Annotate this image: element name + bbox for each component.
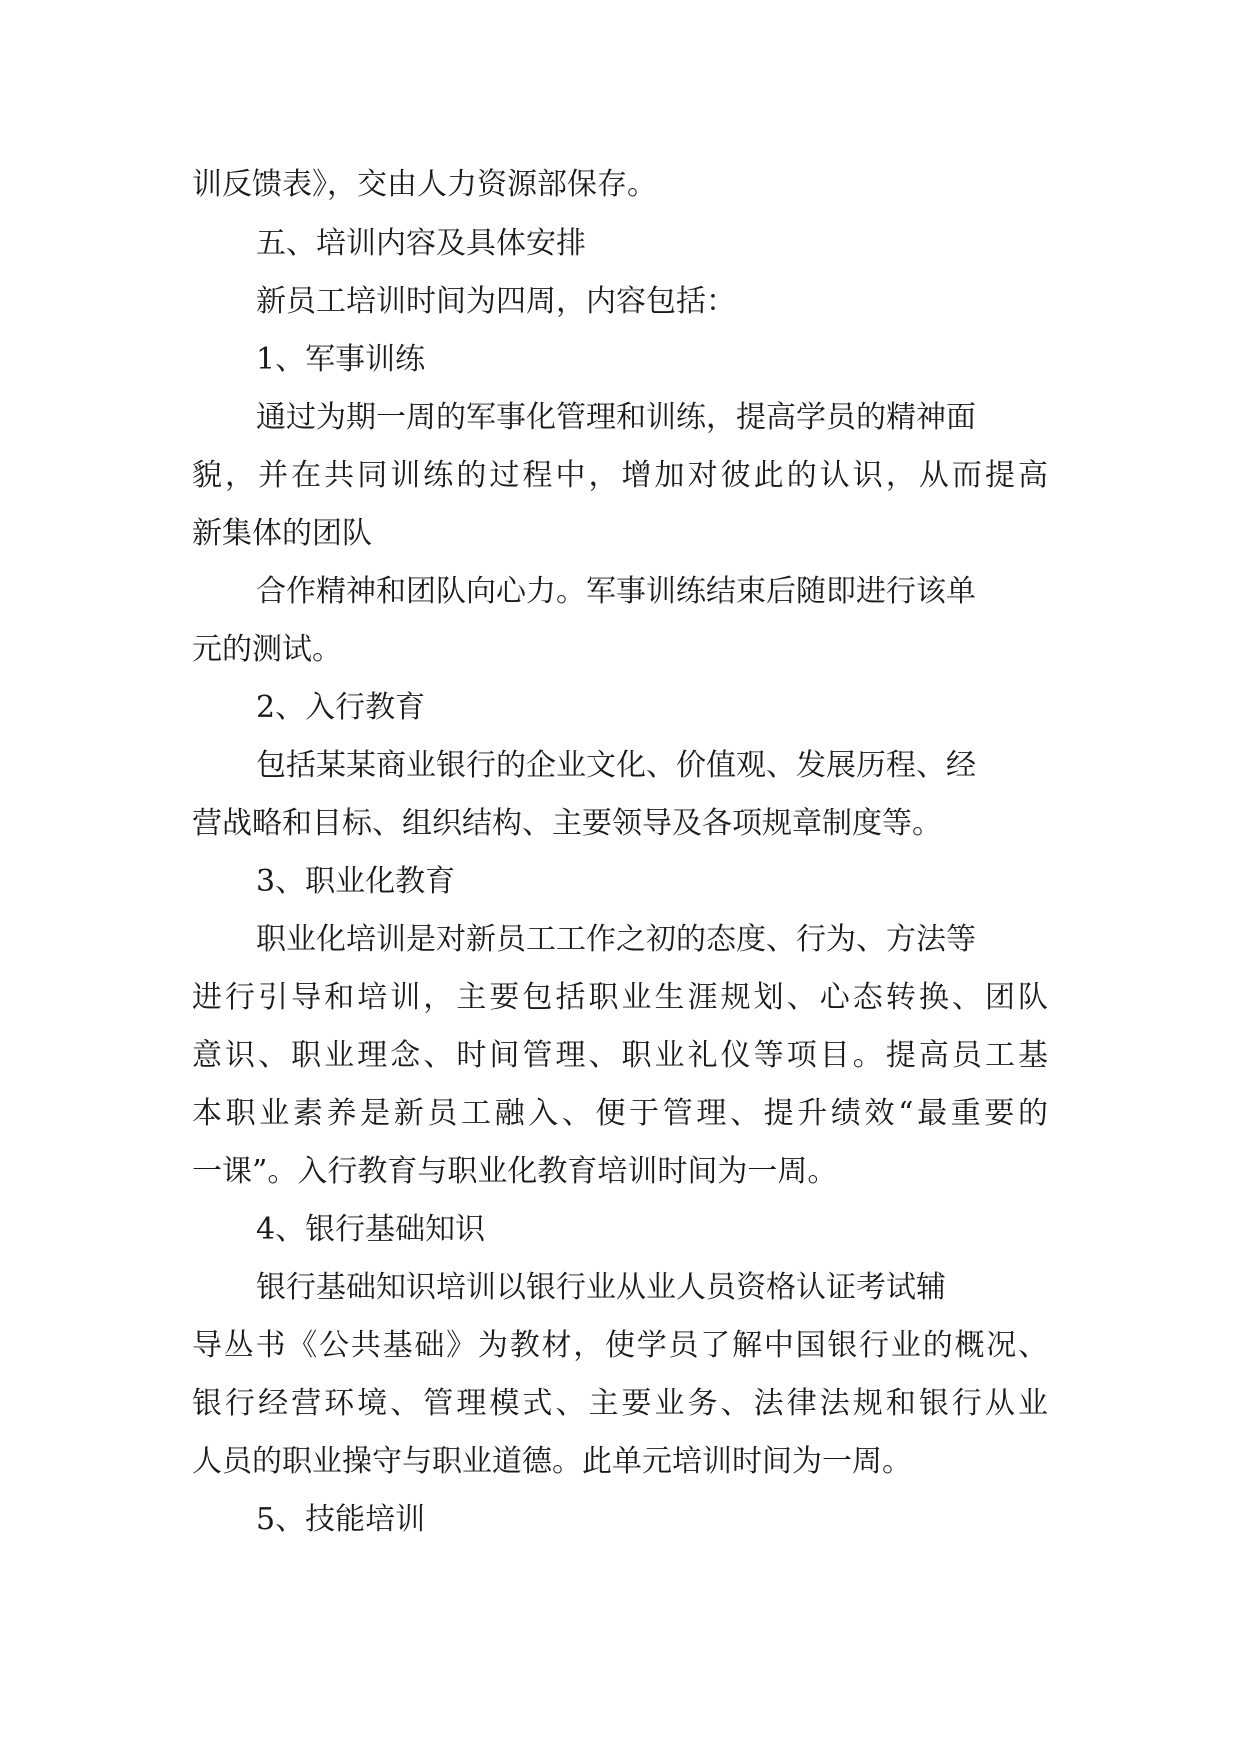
item-heading-banking-basics: 4、银行基础知识 bbox=[256, 1212, 486, 1247]
section-heading: 五、培训内容及具体安排 bbox=[256, 226, 586, 261]
text-line: 一课”。入行教育与职业化教育培训时间为一周。 bbox=[192, 1154, 838, 1189]
text-line: 训反馈表》，交由人力资源部保存。 bbox=[192, 167, 657, 202]
item-heading-skills-training: 5、技能培训 bbox=[256, 1502, 426, 1537]
text-line: 新员工培训时间为四周，内容包括： bbox=[256, 284, 736, 319]
item-heading-military-training: 1、军事训练 bbox=[256, 342, 426, 377]
item-heading-professional-education: 3、职业化教育 bbox=[256, 864, 456, 899]
text-line: 通过为期一周的军事化管理和训练，提高学员的精神面 bbox=[256, 400, 976, 435]
text-line: 银行经营环境、管理模式、主要业务、法律法规和银行从业 bbox=[192, 1386, 1048, 1421]
text-line: 包括某某商业银行的企业文化、价值观、发展历程、经 bbox=[256, 748, 976, 783]
text-line: 银行基础知识培训以银行业从业人员资格认证考试辅 bbox=[256, 1270, 946, 1305]
text-line: 本职业素养是新员工融入、便于管理、提升绩效“最重要的 bbox=[192, 1096, 1048, 1131]
text-line: 进行引导和培训，主要包括职业生涯规划、心态转换、团队 bbox=[192, 980, 1048, 1015]
text-line: 意识、职业理念、时间管理、职业礼仪等项目。提高员工基 bbox=[192, 1038, 1048, 1073]
text-line: 合作精神和团队向心力。军事训练结束后随即进行该单 bbox=[256, 574, 976, 609]
text-line: 导丛书《公共基础》为教材，使学员了解中国银行业的概况、 bbox=[192, 1328, 1048, 1363]
text-line: 新集体的团队 bbox=[192, 516, 372, 551]
text-line: 人员的职业操守与职业道德。此单元培训时间为一周。 bbox=[192, 1444, 912, 1479]
item-heading-onboarding-education: 2、入行教育 bbox=[256, 690, 426, 725]
text-line: 貌，并在共同训练的过程中，增加对彼此的认识，从而提高 bbox=[192, 458, 1048, 493]
text-line: 营战略和目标、组织结构、主要领导及各项规章制度等。 bbox=[192, 806, 942, 841]
text-line: 元的测试。 bbox=[192, 632, 342, 667]
text-line: 职业化培训是对新员工工作之初的态度、行为、方法等 bbox=[256, 922, 976, 957]
